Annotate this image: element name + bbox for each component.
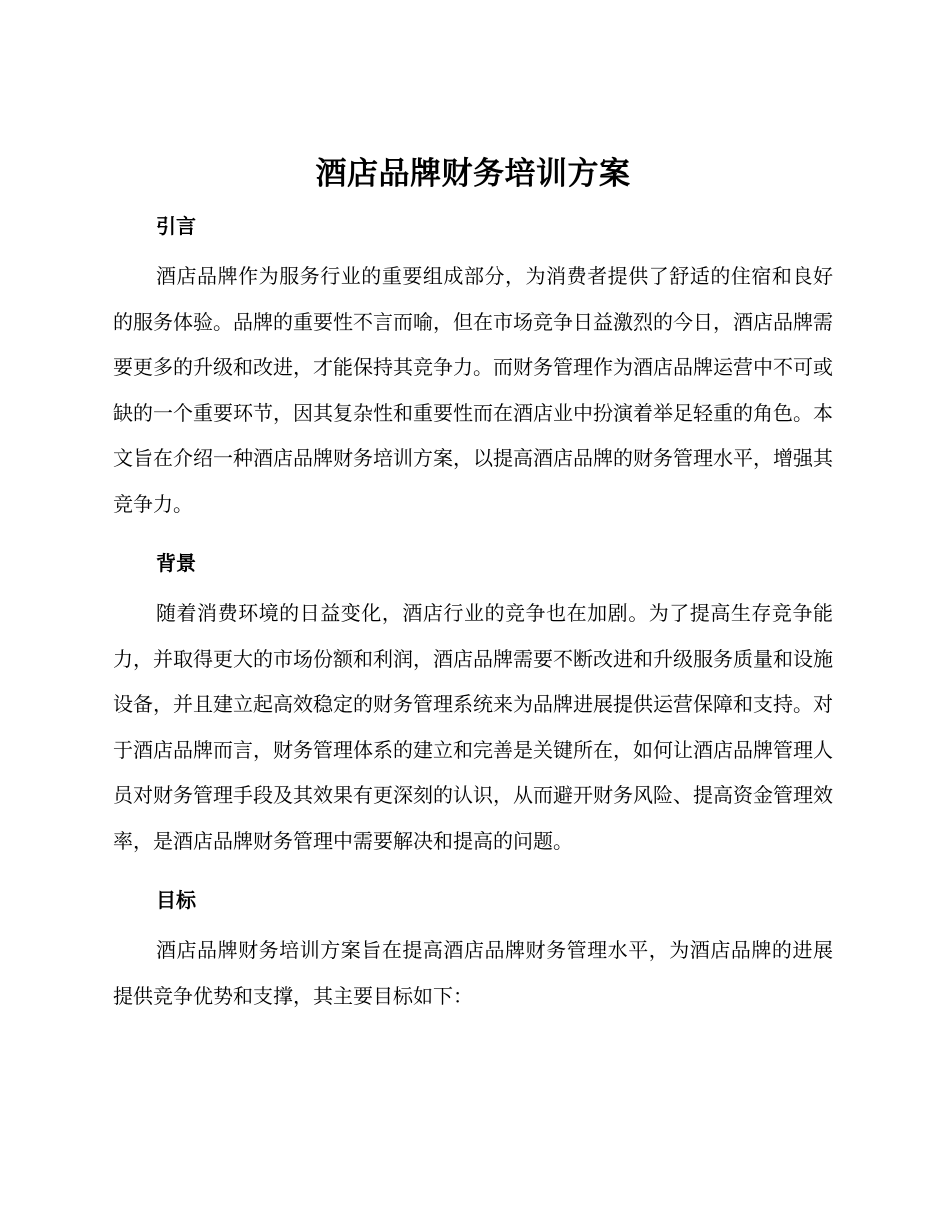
section-heading-intro: 引言: [156, 214, 196, 238]
section-paragraph-goals: 酒店品牌财务培训方案旨在提高酒店品牌财务管理水平，为酒店品牌的进展提供竞争优势和支撑，其主要目标如下：: [113, 938, 833, 1008]
document-page: [113, 150, 833, 1019]
section-paragraph-background: 随着消费环境的日益变化，酒店行业的竞争也在加剧。为了提高生存竞争能力，并取得更大的市场份额和利润，酒店品牌需要不断改进和升级服务质量和设施设备，并且建立起高效稳定的财务管理系统来为品牌进展提供运营保障和支持。对于酒店品牌而言，财务管理体系的建立和完善是关键所在，如何让酒店品牌管理人员对财务管理手段及其效果有更深刻的认识，从而避开财务风险、提高资金管理效率，是酒店品牌财务管理中需要解决和提高的问题。: [113, 601, 833, 853]
document-title: 酒店品牌财务培训方案: [315, 156, 631, 192]
section-paragraph-intro: 酒店品牌作为服务行业的重要组成部分，为消费者提供了舒适的住宿和良好的服务体验。品牌的重要性不言而喻，但在市场竞争日益激烈的今日，酒店品牌需要更多的升级和改进，才能保持其竞争力。而财务管理作为酒店品牌运营中不可或缺的一个重要环节，因其复杂性和重要性而在酒店业中扮演着举足轻重的角色。本文旨在介绍一种酒店品牌财务培训方案，以提高酒店品牌的财务管理水平，增强其竞争力。: [113, 264, 833, 516]
spacer: [113, 864, 833, 878]
spacer: [113, 527, 833, 541]
section-heading-background: 背景: [156, 551, 196, 575]
section-heading-goals: 目标: [156, 888, 196, 912]
